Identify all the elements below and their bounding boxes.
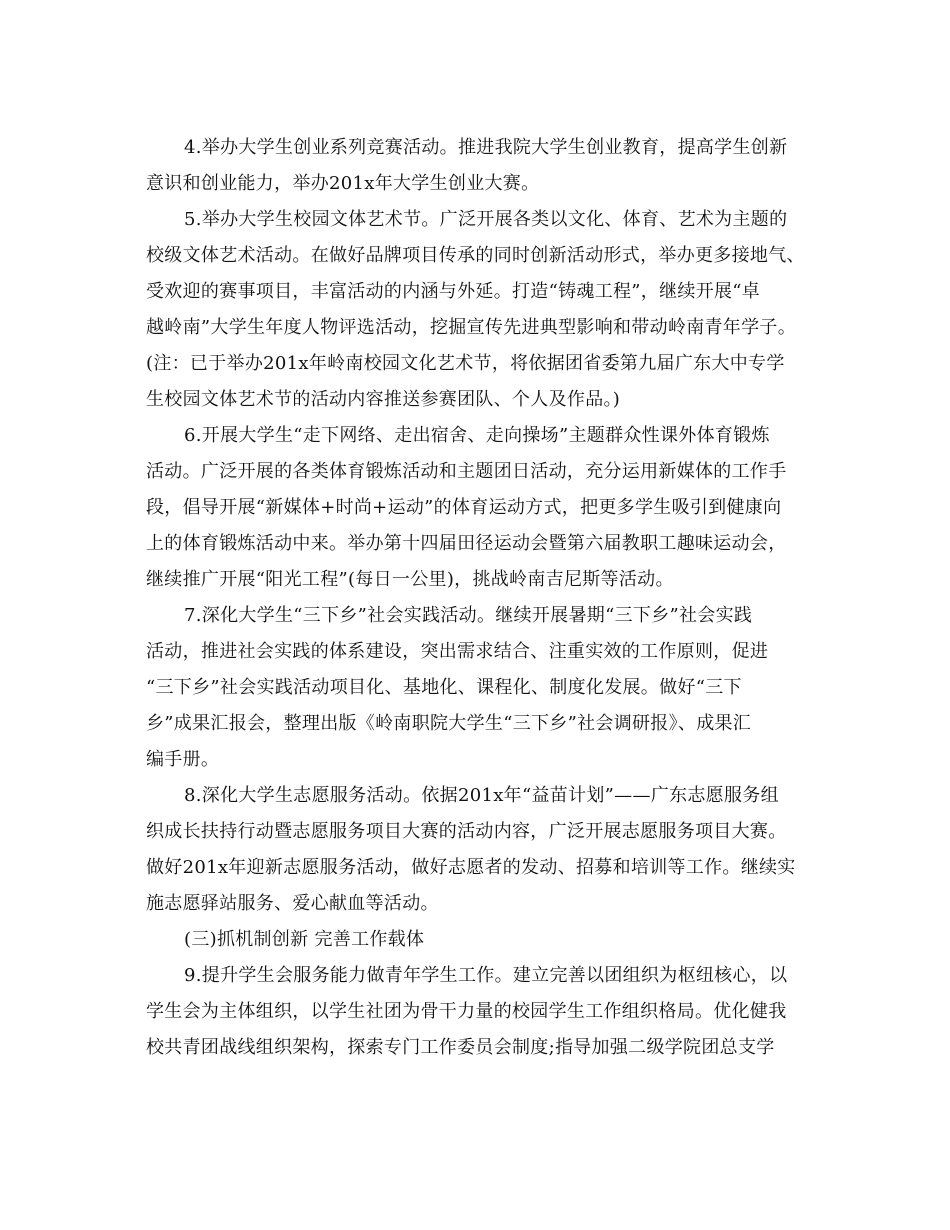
item-5-line-2: 校级文体艺术活动。在做好品牌项目传承的同时创新活动形式，举办更多接地气、 [146,245,805,266]
item-8-line-3: 做好201x年迎新志愿服务活动，做好志愿者的发动、招募和培训等工作。继续实 [146,857,796,878]
item-9-line-1: 9.提升学生会服务能力做青年学生工作。建立完善以团组织为枢纽核心，以 [184,965,788,986]
item-5-line-4: 越岭南”大学生年度人物评选活动，挖掘宣传先进典型影响和带动岭南青年学子。 [146,317,796,338]
item-4-line-2: 意识和创业能力，举办201x年大学生创业大赛。 [146,173,540,194]
item-5-line-1: 5.举办大学生校园文体艺术节。广泛开展各类以文化、体育、艺术为主题的 [184,209,788,230]
item-5-line-3: 受欢迎的赛事项目，丰富活动的内涵与外延。打造“铸魂工程”，继续开展“卓 [146,281,761,302]
item-7-line-3: “三下乡”社会实践活动项目化、基地化、课程化、制度化发展。做好“三下 [146,677,742,698]
section-heading-3: (三)抓机制创新 完善工作载体 [184,929,425,950]
item-7-line-4: 乡”成果汇报会，整理出版《岭南职院大学生“三下乡”社会调研报》、成果汇 [146,713,752,734]
item-6-line-2: 活动。广泛开展的各类体育锻炼活动和主题团日活动，充分运用新媒体的工作手 [146,461,787,482]
item-7-line-1: 7.深化大学生“三下乡”社会实践活动。继续开展暑期“三下乡”社会实践 [184,605,753,626]
item-8-line-1: 8.深化大学生志愿服务活动。依据201x年“益苗计划”——广东志愿服务组 [184,785,779,806]
item-4-line-1: 4.举办大学生创业系列竞赛活动。推进我院大学生创业教育，提高学生创新 [184,137,788,158]
item-5-note-line-1: (注：已于举办201x年岭南校园文化艺术节，将依据团省委第九届广东大中专学 [146,353,785,374]
item-6-line-5: 继续推广开展“阳光工程”(每日一公里)，挑战岭南吉尼斯等活动。 [146,569,674,590]
item-7-line-2: 活动，推进社会实践的体系建设，突出需求结合、注重实效的工作原则，促进 [146,641,769,662]
item-9-line-3: 校共青团战线组织架构，探索专门工作委员会制度;指导加强二级学院团总支学 [146,1037,775,1058]
item-9-line-2: 学生会为主体组织，以学生社团为骨干力量的校园学生工作组织格局。优化健我 [146,1001,787,1022]
item-8-line-2: 织成长扶持行动暨志愿服务项目大赛的活动内容，广泛开展志愿服务项目大赛。 [146,821,787,842]
item-6-line-1: 6.开展大学生“走下网络、走出宿舍、走向操场”主题群众性课外体育锻炼 [184,425,770,446]
item-6-line-4: 上的体育锻炼活动中来。举办第十四届田径运动会暨第六届教职工趣味运动会， [146,533,787,554]
item-8-line-4: 施志愿驿站服务、爱心献血等活动。 [146,893,439,914]
item-6-line-3: 段，倡导开展“新媒体+时尚+运动”的体育运动方式，把更多学生吸引到健康向 [146,497,782,518]
item-7-line-5: 编手册。 [146,749,220,770]
item-5-note-line-2: 生校园文体艺术节的活动内容推送参赛团队、个人及作品。) [146,389,621,410]
document-body [146,130,806,1066]
